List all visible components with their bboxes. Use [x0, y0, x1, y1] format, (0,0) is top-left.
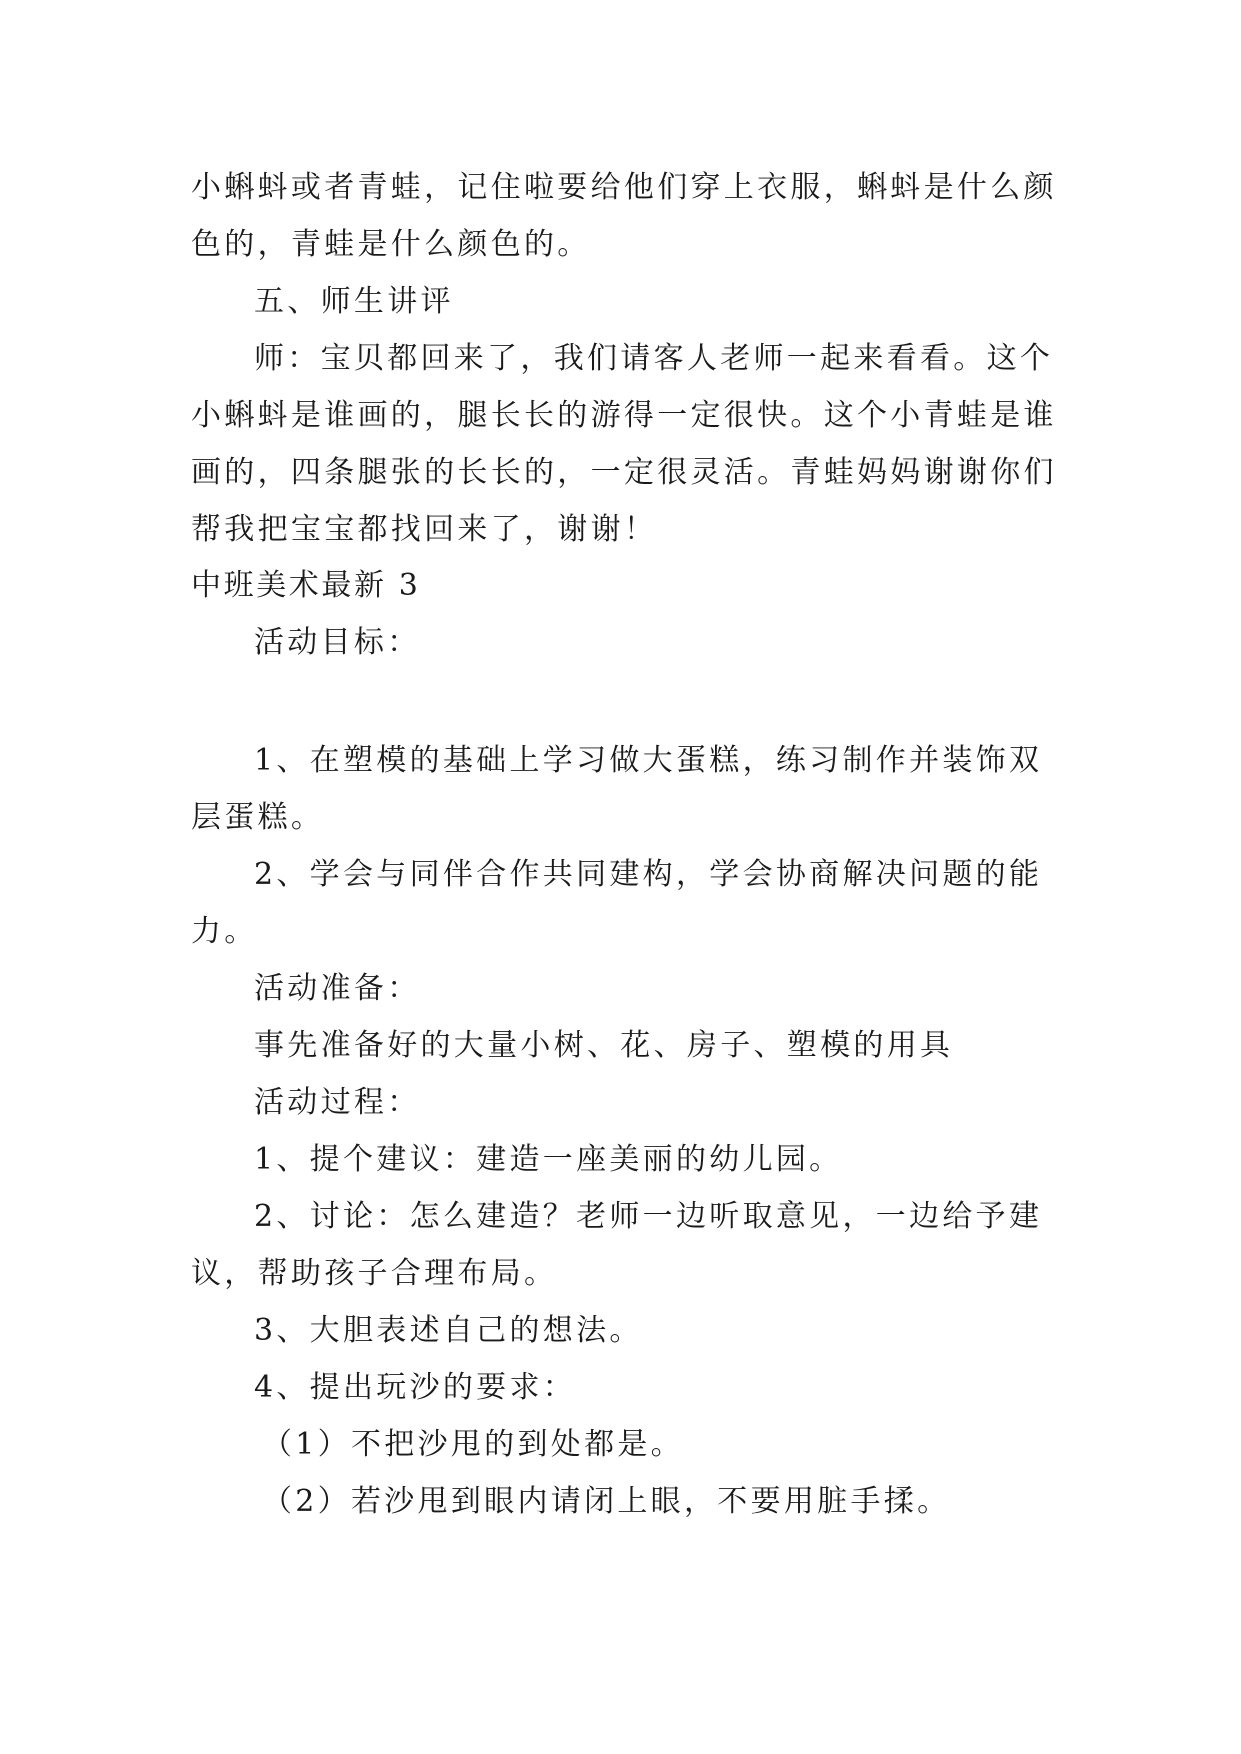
- section-heading: 五、师生讲评: [254, 284, 454, 319]
- paragraph-line: 画的，四条腿张的长长的，一定很灵活。青蛙妈妈谢谢你们: [191, 455, 1057, 490]
- paragraph-line: 帮我把宝宝都找回来了，谢谢！: [191, 512, 658, 547]
- list-item: 1、提个建议：建造一座美丽的幼儿园。: [254, 1142, 843, 1177]
- section-heading: 活动目标：: [254, 625, 421, 660]
- list-item: 3、大胆表述自己的想法。: [254, 1313, 643, 1348]
- sub-list-item: （2）若沙甩到眼内请闭上眼，不要用脏手揉。: [262, 1484, 951, 1519]
- sub-list-item: （1）不把沙甩的到处都是。: [262, 1427, 684, 1462]
- document-title: 中班美术最新 3: [191, 568, 421, 603]
- list-item: 4、提出玩沙的要求：: [254, 1370, 577, 1405]
- paragraph-line: 议，帮助孩子合理布局。: [191, 1256, 558, 1291]
- list-item: 2、学会与同伴合作共同建构，学会协商解决问题的能: [254, 857, 1043, 892]
- paragraph-line: 力。: [191, 914, 258, 949]
- section-heading: 活动准备：: [254, 971, 421, 1006]
- paragraph-line: 小蝌蚪或者青蛙，记住啦要给他们穿上衣服，蝌蚪是什么颜: [191, 170, 1057, 205]
- section-heading: 活动过程：: [254, 1085, 421, 1120]
- paragraph-line: 色的，青蛙是什么颜色的。: [191, 227, 591, 262]
- list-item: 2、讨论：怎么建造？老师一边听取意见，一边给予建: [254, 1199, 1043, 1234]
- paragraph-line: 层蛋糕。: [191, 800, 325, 835]
- paragraph-line: 师：宝贝都回来了，我们请客人老师一起来看看。这个: [254, 341, 1054, 376]
- paragraph-line: 事先准备好的大量小树、花、房子、塑模的用具: [254, 1028, 954, 1063]
- list-item: 1、在塑模的基础上学习做大蛋糕，练习制作并装饰双: [254, 743, 1043, 778]
- paragraph-line: 小蝌蚪是谁画的，腿长长的游得一定很快。这个小青蛙是谁: [191, 398, 1057, 433]
